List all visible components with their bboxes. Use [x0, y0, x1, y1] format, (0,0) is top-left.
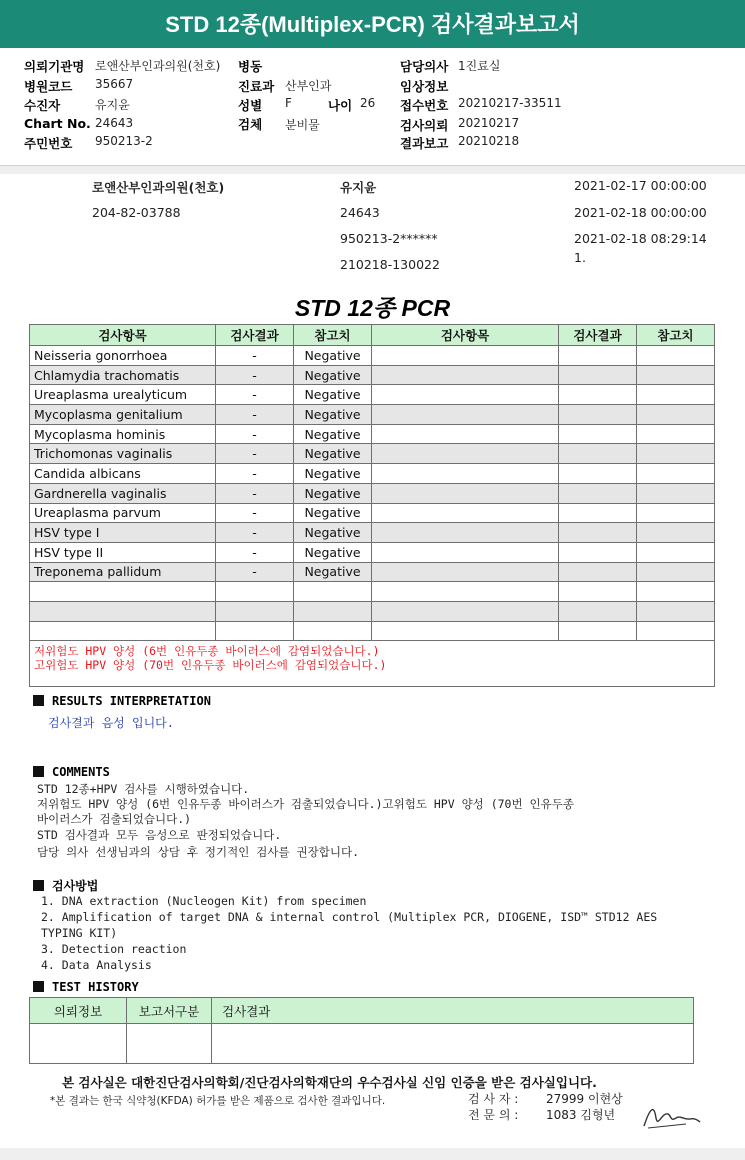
- reference-value: Negative: [294, 483, 372, 503]
- divider-strip: [0, 166, 745, 174]
- request-value: 20210217: [458, 116, 520, 130]
- reference-value: Negative: [294, 346, 372, 366]
- report-title: STD 12종(Multiplex-PCR) 검사결과보고서: [0, 0, 745, 48]
- comments-heading: COMMENTS: [33, 765, 110, 779]
- report-datetime-tail: 1.: [574, 250, 586, 265]
- comment-line: 저위험도 HPV 양성 (6번 인유두종 바이러스가 검출되었습니다.)고위험도 HPV 양성 (70번 인유두종: [37, 797, 574, 811]
- chart-value: 24643: [95, 116, 134, 130]
- table-row: [30, 483, 715, 503]
- id-value: 950213-2: [95, 134, 153, 148]
- col-header-item: 검사항목: [30, 325, 216, 346]
- specimen-value: 분비물: [285, 118, 320, 132]
- col-header-request-info: 의뢰정보: [30, 998, 127, 1024]
- test-result: -: [216, 444, 294, 464]
- table-row: [30, 424, 715, 444]
- test-result: -: [216, 385, 294, 405]
- test-item: HSV type I: [30, 523, 216, 543]
- notes-row: [30, 641, 715, 687]
- test-item: Gardnerella vaginalis: [30, 483, 216, 503]
- clinic-name: 로앤산부인과의원(천호): [92, 180, 225, 195]
- test-item: Candida albicans: [30, 464, 216, 484]
- test-item: Ureaplasma parvum: [30, 503, 216, 523]
- test-item: Mycoplasma genitalium: [30, 405, 216, 425]
- kfda-statement: *본 결과는 한국 식약청(KFDA) 허가를 받은 제품으로 검사한 결과입니다.: [50, 1095, 386, 1107]
- reference-value: Negative: [294, 424, 372, 444]
- test-result: -: [216, 562, 294, 582]
- receive-datetime: 2021-02-18 00:00:00: [574, 205, 707, 220]
- chart-label: Chart No.: [24, 116, 91, 131]
- method-line: 2. Amplification of target DNA & internal control (Multiplex PCR, DIOGENE, ISD™ STD12 AES: [41, 910, 658, 924]
- masked-id: 950213-2******: [340, 231, 438, 246]
- table-row: [30, 365, 715, 385]
- reference-value: Negative: [294, 523, 372, 543]
- reference-value: Negative: [294, 464, 372, 484]
- hospital-code-label: 병원코드: [24, 79, 73, 94]
- test-result: -: [216, 424, 294, 444]
- bottom-strip: [0, 1148, 745, 1160]
- clinical-label: 임상정보: [400, 79, 449, 94]
- institution-value: 로앤산부인과의원(천호): [95, 59, 221, 73]
- empty-row: [30, 601, 715, 621]
- test-history-table: [29, 997, 694, 1064]
- method-line: 1. DNA extraction (Nucleogen Kit) from specimen: [41, 894, 367, 908]
- col-header-reference: 참고치: [294, 325, 372, 346]
- specimen-number: 210218-130022: [340, 257, 440, 272]
- ward-label: 병동: [238, 59, 263, 74]
- test-item: Ureaplasma urealyticum: [30, 385, 216, 405]
- comment-line: STD 검사결과 모두 음성으로 판정되었습니다.: [37, 828, 282, 842]
- comment-line: STD 12종+HPV 검사를 시행하였습니다.: [37, 782, 250, 796]
- table-row: [30, 405, 715, 425]
- report-value: 20210218: [458, 134, 520, 148]
- test-result: -: [216, 365, 294, 385]
- collect-datetime: 2021-02-17 00:00:00: [574, 178, 707, 193]
- request-label: 검사의뢰: [400, 118, 449, 133]
- table-row: [30, 444, 715, 464]
- test-result: -: [216, 503, 294, 523]
- test-history-heading: TEST HISTORY: [33, 980, 139, 994]
- method-line: 3. Detection reaction: [41, 942, 187, 956]
- chart-number: 24643: [340, 205, 380, 220]
- report-label: 결과보고: [400, 136, 449, 151]
- reference-value: Negative: [294, 365, 372, 385]
- table-row: [30, 503, 715, 523]
- reference-value: Negative: [294, 405, 372, 425]
- col-header-item-2: 검사항목: [372, 325, 559, 346]
- table-row: [30, 346, 715, 366]
- test-result: -: [216, 483, 294, 503]
- empty-row: [30, 621, 715, 641]
- doctor-value: 1진료실: [458, 59, 501, 73]
- test-item: HSV type II: [30, 542, 216, 562]
- test-result: -: [216, 464, 294, 484]
- test-result: -: [216, 346, 294, 366]
- col-header-reference-2: 참고치: [637, 325, 715, 346]
- col-header-test-result: 검사결과: [212, 998, 694, 1024]
- reference-value: Negative: [294, 562, 372, 582]
- receipt-label: 접수번호: [400, 98, 449, 113]
- department-value: 산부인과: [285, 79, 332, 93]
- test-item: Mycoplasma hominis: [30, 424, 216, 444]
- square-bullet-icon: [33, 766, 44, 777]
- reference-value: Negative: [294, 444, 372, 464]
- high-risk-hpv-note: 고위험도 HPV 양성 (70번 인유두종 바이러스에 감염되었습니다.): [34, 658, 387, 673]
- department-label: 진료과: [238, 79, 275, 94]
- square-bullet-icon: [33, 880, 44, 891]
- patient-label: 수진자: [24, 98, 61, 113]
- empty-row: [30, 582, 715, 602]
- signature-icon: [640, 1098, 702, 1132]
- col-header-result-2: 검사결과: [559, 325, 637, 346]
- sex-label: 성별: [238, 98, 263, 113]
- hospital-code-value: 35667: [95, 77, 134, 91]
- certification-statement: 본 검사실은 대한진단검사의학회/진단검사의학재단의 우수검사실 신임 인증을 받은 검사실입니다.: [62, 1075, 597, 1090]
- request-info-panel: [0, 48, 745, 166]
- low-risk-hpv-note: 저위험도 HPV 양성 (6번 인유두종 바이러스에 감염되었습니다.): [34, 644, 380, 659]
- receipt-value: 20210217-33511: [458, 96, 562, 110]
- comment-line: 담당 의사 선생님과의 상담 후 정기적인 검사를 권장합니다.: [37, 845, 360, 859]
- test-result: -: [216, 523, 294, 543]
- id-label: 주민번호: [24, 136, 73, 151]
- comment-line: 바이러스가 검출되었습니다.): [37, 812, 192, 826]
- test-item: Trichomonas vaginalis: [30, 444, 216, 464]
- test-item: Treponema pallidum: [30, 562, 216, 582]
- results-header-row: [30, 325, 715, 346]
- tester-label: 검 사 자 :: [468, 1092, 519, 1106]
- test-result: -: [216, 542, 294, 562]
- age-label: 나이: [328, 98, 353, 113]
- method-line: 4. Data Analysis: [41, 958, 152, 972]
- table-row: [30, 542, 715, 562]
- test-item: Chlamydia trachomatis: [30, 365, 216, 385]
- history-header-row: [30, 998, 694, 1024]
- specimen-label: 검체: [238, 117, 263, 132]
- doctor-label: 담당의사: [400, 59, 449, 74]
- table-row: [30, 1024, 694, 1064]
- patient-name: 유지윤: [340, 180, 377, 195]
- interpretation-text: 검사결과 음성 입니다.: [48, 716, 175, 730]
- panel-title: STD 12종 PCR: [294, 295, 451, 321]
- age-value: 26: [360, 96, 376, 110]
- method-heading: 검사방법: [33, 877, 98, 894]
- test-result: -: [216, 405, 294, 425]
- reference-value: Negative: [294, 542, 372, 562]
- business-number: 204-82-03788: [92, 205, 181, 220]
- reference-value: Negative: [294, 503, 372, 523]
- col-header-report-type: 보고서구분: [127, 998, 212, 1024]
- report-datetime: 2021-02-18 08:29:14: [574, 231, 707, 246]
- tester-value: 27999 이현상: [546, 1092, 623, 1106]
- sex-value: F: [285, 96, 292, 110]
- specialist-value: 1083 김형년: [546, 1108, 616, 1122]
- table-row: [30, 385, 715, 405]
- test-item: Neisseria gonorrhoea: [30, 346, 216, 366]
- specialist-label: 전 문 의 :: [468, 1108, 519, 1122]
- results-interpretation-heading: RESULTS INTERPRETATION: [33, 694, 211, 708]
- square-bullet-icon: [33, 695, 44, 706]
- patient-value: 유지윤: [95, 98, 130, 112]
- square-bullet-icon: [33, 981, 44, 992]
- results-table: [29, 324, 715, 687]
- hpv-notes: [30, 641, 715, 687]
- institution-label: 의뢰기관명: [24, 59, 85, 74]
- col-header-result: 검사결과: [216, 325, 294, 346]
- table-row: [30, 523, 715, 543]
- table-row: [30, 562, 715, 582]
- table-row: [30, 464, 715, 484]
- method-line: TYPING KIT): [41, 926, 118, 940]
- reference-value: Negative: [294, 385, 372, 405]
